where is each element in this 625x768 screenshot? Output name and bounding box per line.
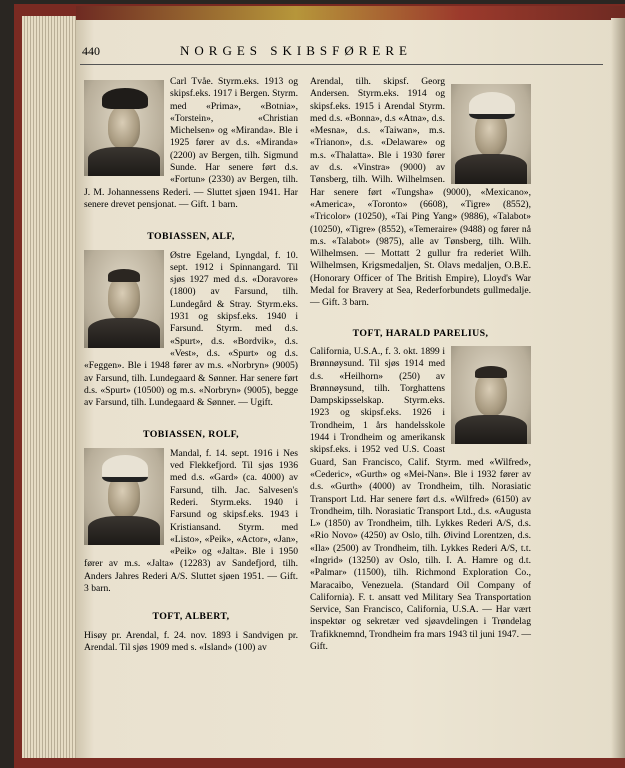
portrait-photo-tobiassen-alf <box>84 250 164 348</box>
portrait-photo-toft-harald <box>451 346 531 444</box>
right-column <box>310 76 531 653</box>
entry-name-toft-albert: TOFT, ALBERT, <box>152 611 230 623</box>
entry-text-toft-albert: Hisøy pr. Arendal, f. 24. nov. 1893 i Sandvigen pr. Arendal. Til sjøs 1909 med s. «Island» (100) av <box>84 629 298 653</box>
portrait-photo-tvae <box>84 80 164 176</box>
entry-name-toft-harald: TOFT, HARALD PARELIUS, <box>352 327 489 339</box>
page-edges <box>22 16 82 758</box>
entry-text-tobiassen-alf: Østre Egeland, Lyngdal, f. 10. sept. 1912 i Spinnangard. Til sjøs 1927 med d.s. «Doravore» (1800) av Farsund, tilh. Lundegård & Stray. Styrm.eks. 1931 og skipsf.eks. 1940 i Farsund. Styrm. med d.s. «Spurt», d.s. «Bordvik», d.s. «Vest», d.s. «Spurt» og d.s. «Feggen». Ble i 1948 fører av m.s. «Norbryn» (9005) av Farsund, tilh. Lundegaard & Sønner. Har senere ført d.s. «Spurt» (10500) og m.s. «Norbryn» (9005), begge av Farsund, tilh. Lundegaard & Sønner. — Ugift. <box>84 249 298 409</box>
entry-text-toft-harald: California, U.S.A., f. 3. okt. 1899 i Brønnøysund. Til sjøs 1914 med d.s. «Heilhorn» (250) av Brønnøysund, tilh. Torghattens Dampskipsselskap. Styrm.eks. 1923 og skipsf.eks. 1926 i Trondheim, 1 års handelsskole 1944 i Trondheim og amerikansk skipsf.eks. i 1952 ved U.S. Coast Guard, San Francisco, Calif. Styrm. med «Wilfred», «Cederic», «Gurth» og «Mei-Nan». Ble i 1932 fører av d.s. «Gurth» (4000) av Trondheim, tilh. Norasiatic Transport Ltd. Har senere ført d.s. «Wilfred» (6150) av Trondheim, tilh. Norasiatic Transport Ltd., d.s. «Augusta L» (1850) av Trondheim, tilh. Lykkes Rederi A/S, d.s. «Rio Novo» (4250) av Oslo, tilh. Øivind Lorentzen, d.s. «Ila» (2500) av Trondheim, tilh. Lykkes Rederi A/S, t.t. «Ingrid» (13250) av Oslo, tilh. I. A. Hamre og d.t. «Palmar» (11500), tilh. Richmond Exploration Co., Maracaibo, Venezuela. (Standard Oil Company of California). F. t. ansatt ved Military Sea Transportation Service, San Francisco, California, U.S.A. — Har vært inspektør og sekretær ved sjøavdelingen i Trøndelag Trafikknemnd, Trondheim fra mars 1943 til juni 1947. — Gift. <box>310 345 531 653</box>
page-gutter <box>611 18 625 758</box>
running-head: NORGES SKIBSFØRERE <box>180 43 412 58</box>
entry-name-tobiassen-alf: TOBIASSEN, ALF, <box>147 231 235 243</box>
entry-text-continued: Arendal, tilh. skipsf. Georg Andersen. Styrm.eks. 1914 og skipsf.eks. 1915 i Arendal Styrm. med d.s. «Bonna», d.s «Atna», d.s. «Mesna», d.s. «Taiwan», m.s. «Trianon», d.s. «Delaware» og m.s. «Thalatta». Ble i 1930 fører av d.s. «Vinstra» (9000) av Tønsberg, tilh. Wilh. Wilhelmsen. Har senere ført «Tungsha» (9000), «Mexicano», «America», «Toronto» (6608), «Tigre» (8552), «Tricolor» (10250), «Tai Ping Yang» (9886), «Talabot» (10250), «Tigre» (8552), «Temeraire» (9488) og fører nå m.s. «Talabot» (9875), alle av Tønsberg, tilh. Wilh. Wilhelmsen. — Mottatt 2 gullur fra rederiet Wilh. Wilhelmsen, Krigsmedaljen, St. Olavs medaljen, O.B.E. (Honorary Officer of The British Empire), Lloyd's War Medal for Bravery at Sea, Rederforbundets gullmedalje. — Gift. 3 barn. <box>310 76 531 309</box>
portrait-photo-tobiassen-rolf <box>84 448 164 545</box>
entry-text-tobiassen-rolf: Mandal, f. 14. sept. 1916 i Nes ved Flekkefjord. Til sjøs 1936 med d.s. «Gard» (ca. 4000) av Farsund, tilh. Jac. Salvesen's Rederi. Styrm.eks. 1940 i Farsund og skipsf.eks. 1943 i Kristiansand. Styrm. med «Listo», «Peik», «Actor», «Jan», «Peik» og «Jalta». Ble i 1950 fører av m.s. «Jalta» (12283) av Sandefjord, tilh. Anders Jahres Rederi A/S. Sluttet sjøen 1951. — Gift. 3 barn. <box>84 447 298 594</box>
portrait-photo-toft-albert <box>451 84 531 184</box>
entry-text-tvae: Carl Tvåe. Styrm.eks. 1913 og skipsf.eks. 1917 i Bergen. Styrm. med «Prima», «Botnia», «Torstein», «Christian Michelsen» og «Miranda». Ble i 1925 fører av d.s. «Miranda» (2200) av Bergen, tilh. Sigmund Sunde. Har senere ført d.s. «Fortun» (2330) av Bergen, tilh. J. M. Johannessens Rederi. — Sluttet sjøen 1941. Har senere drevet pensjonat. — Gift. 1 barn. <box>84 76 298 210</box>
header-rule <box>80 64 603 65</box>
page-number: 440 <box>82 44 100 58</box>
left-column <box>84 76 298 654</box>
top-edge-band <box>76 6 625 20</box>
entry-name-tobiassen-rolf: TOBIASSEN, ROLF, <box>143 429 239 441</box>
